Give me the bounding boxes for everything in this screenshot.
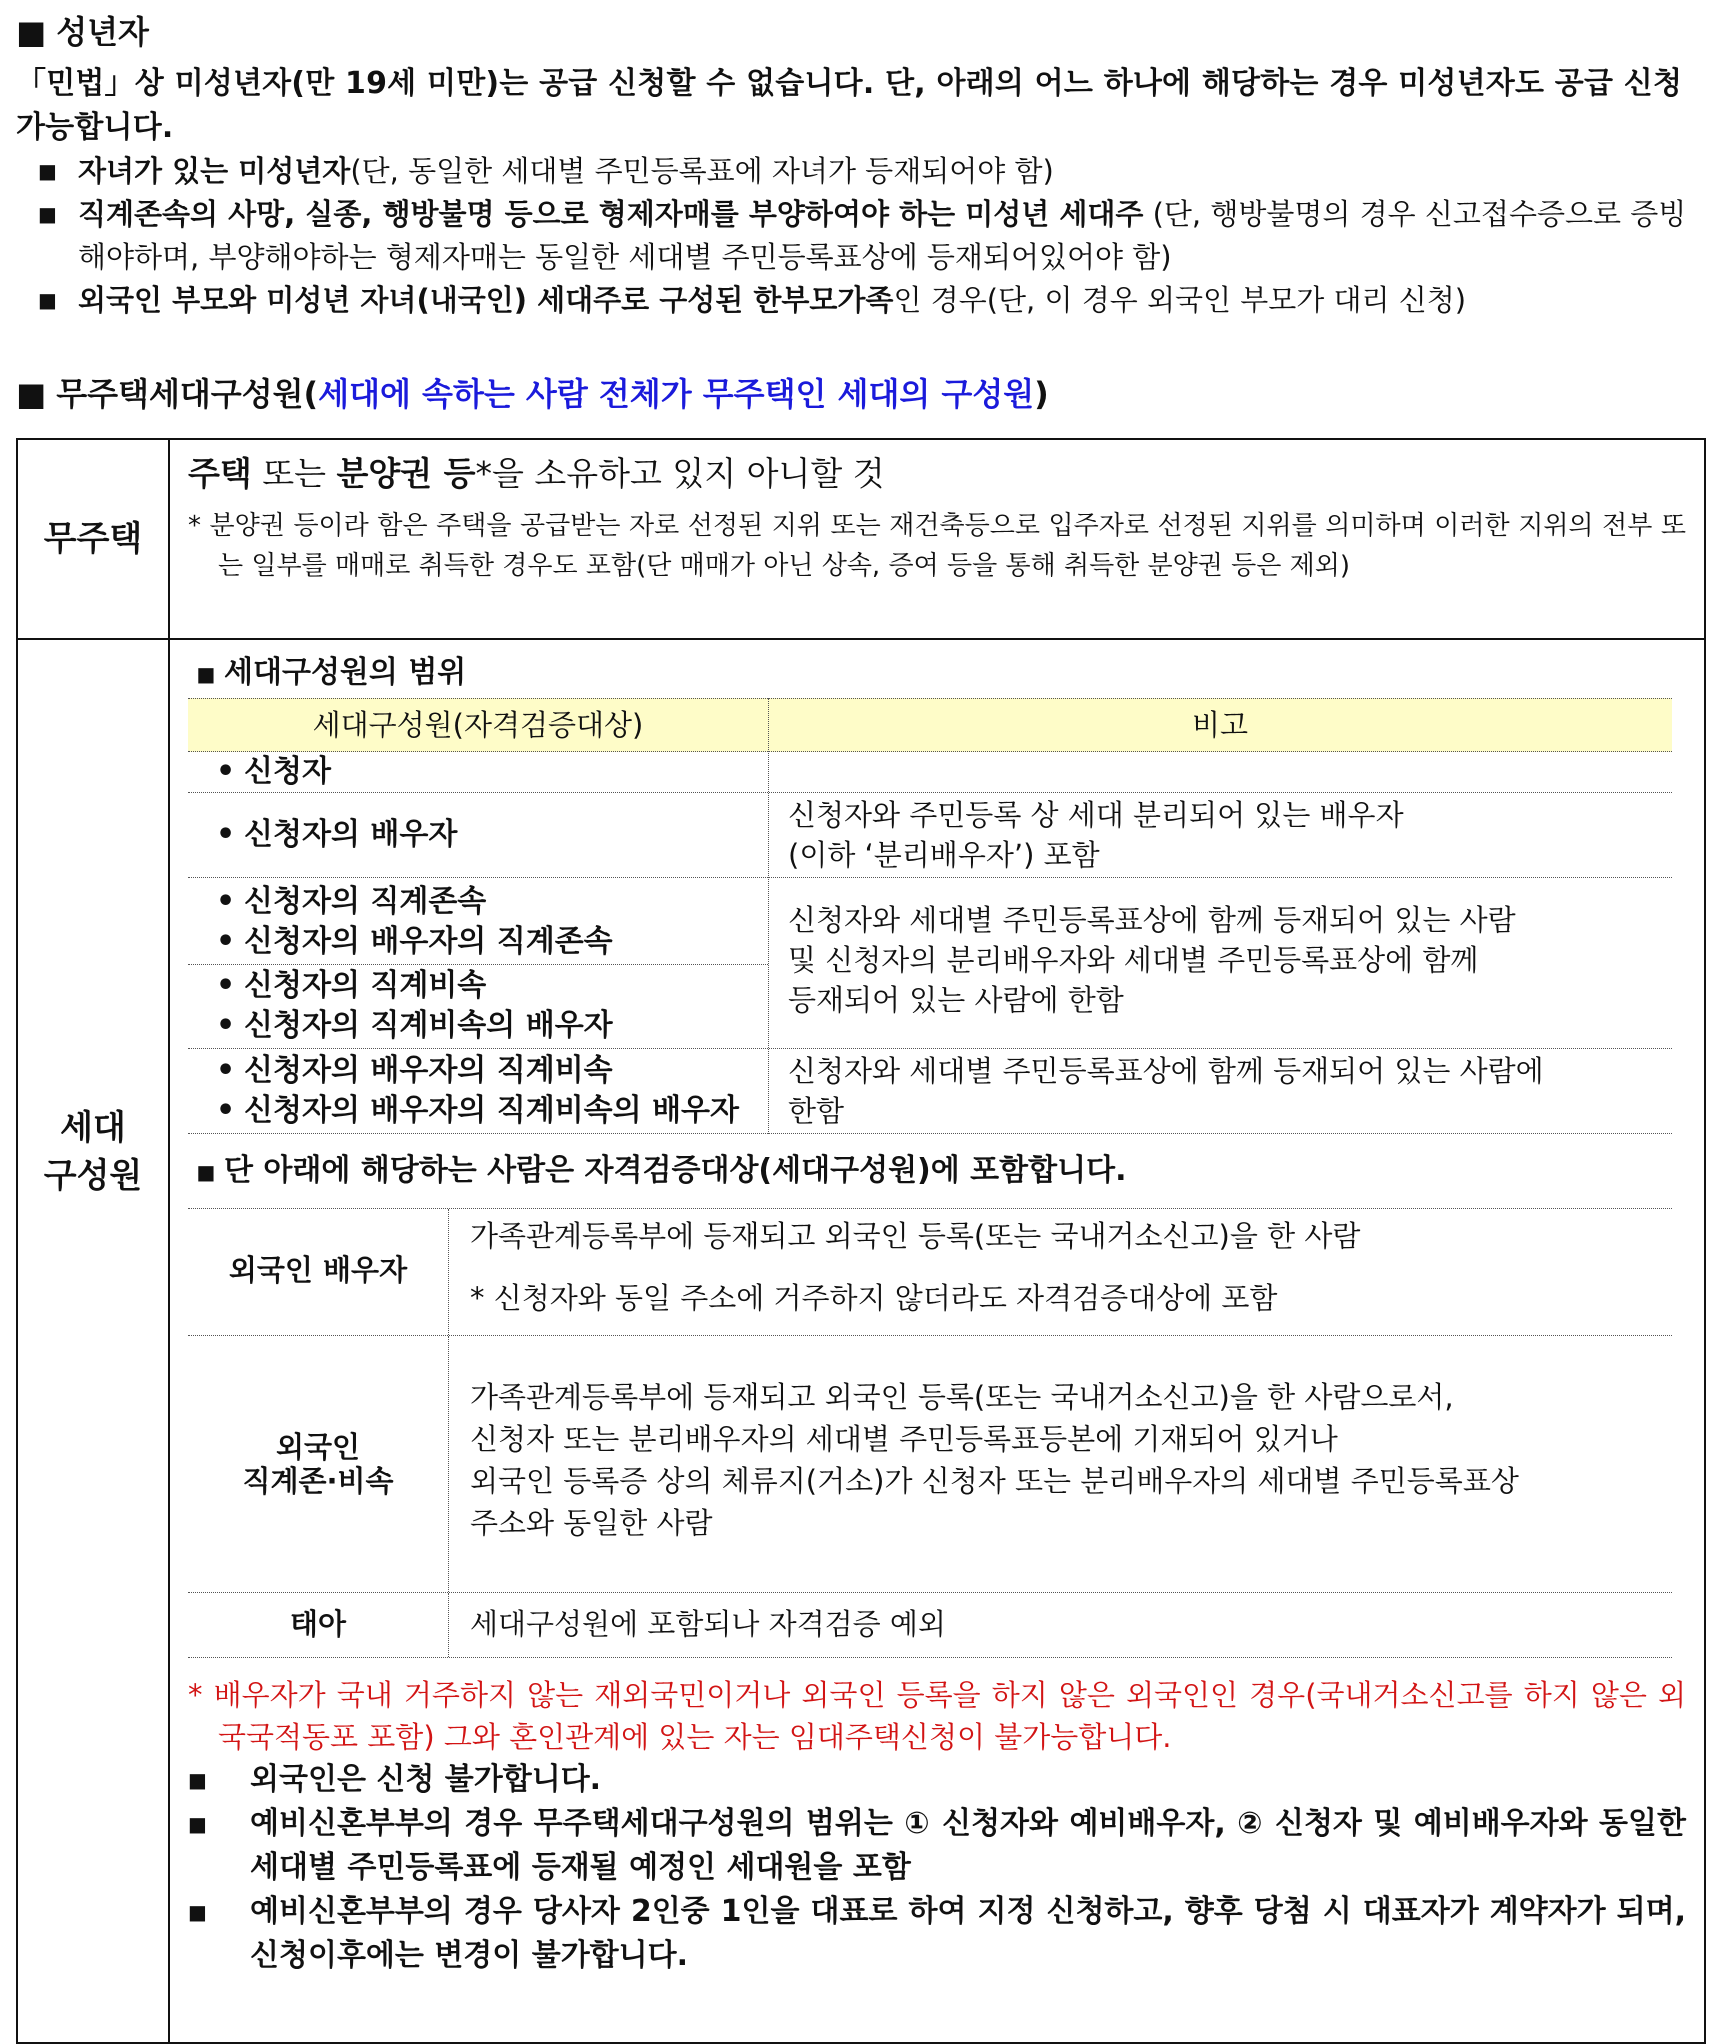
row-label-homeless: 무주택	[43, 519, 143, 559]
adult-intro-text: 「민법」상 미성년자(만 19세 미만)는 공급 신청할 수 없습니다. 단, 아래의 어느 하나에 해당하는 경우 미성년자도 공급 신청 가능합니다.	[16, 66, 1683, 145]
overseas-spouse-warning: * 배우자가 국내 거주하지 않는 재외국민이거나 외국인 등록을 하지 않은 외국인인 경우(국내거소신고를 하지 않은 외국국적동포 포함) 그와 혼인관계에 있는 자는 임대주택신청이 불가능합니다.	[188, 1678, 1686, 1754]
list-item: ■ 외국인 부모와 미성년 자녀(내국인) 세대주로 구성된 한부모가족인 경우(단, 이 경우 외국인 부모가 대리 신청)	[16, 279, 1706, 322]
presale-right-note: * 분양권 등이라 함은 주택을 공급받는 자로 선정된 지위 또는 재건축등으로 입주자로 선정된 지위를 의미하며 이러한 지위의 전부 또는 일부를 매매로 취득한 경우도 포함(단 매매가 아닌 상속, 증여 등을 통해 취득한 분양권 등은 제외)	[188, 511, 1686, 581]
square-bullet-icon: ■	[196, 1159, 216, 1184]
household-member-content	[188, 650, 1686, 1978]
table-row: • 신청자의 직계존속 • 신청자의 배우자의 직계존속 • 신청자의 직계비속 • 신청자의 직계비속의 배우자 신청자와 세대별 주민등록표상에 함께 등재되어 있는 사람 및 신청자의 분리배우자와 세대별 주민등록표상에 함께 등재되어 있는 사람에 한함	[188, 878, 1672, 1049]
list-item: ■ 외국인은 신청 불가합니다.	[188, 1758, 1686, 1802]
homeless-condition: 주택 또는 분양권 등*을 소유하고 있지 아니할 것	[188, 454, 885, 493]
footnotes	[188, 1674, 1686, 1978]
table-row: • 신청자의 배우자 신청자와 주민등록 상 세대 분리되어 있는 배우자 (이하 ‘분리배우자’) 포함	[188, 793, 1672, 878]
document-page	[16, 8, 1706, 1973]
square-bullet-icon: ■	[16, 13, 47, 51]
list-item: ■ 자녀가 있는 미성년자(단, 동일한 세대별 주민등록표에 자녀가 등재되어야 함)	[16, 150, 1706, 193]
square-bullet-icon: ■	[188, 1812, 207, 1836]
include-heading: ■ 단 아래에 해당하는 사람은 자격검증대상(세대구성원)에 포함합니다.	[188, 1148, 1686, 1194]
table-row: • 신청자의 배우자의 직계비속 • 신청자의 배우자의 직계비속의 배우자 신청자와 세대별 주민등록표상에 함께 등재되어 있는 사람에 한함	[188, 1049, 1672, 1134]
list-item: ■ 예비신혼부부의 경우 당사자 2인중 1인을 대표로 하여 지정 신청하고, 향후 당첨 시 대표자가 계약자가 되며, 신청이후에는 변경이 불가합니다.	[188, 1890, 1686, 1978]
square-bullet-icon: ■	[196, 661, 216, 686]
table-row: 외국인 배우자 가족관계등록부에 등재되고 외국인 등록(또는 국내거소신고)을 한 사람 * 신청자와 동일 주소에 거주하지 않더라도 자격검증대상에 포함	[188, 1209, 1672, 1336]
table-row: 외국인 직계존·비속 가족관계등록부에 등재되고 외국인 등록(또는 국내거소신고)을 한 사람으로서, 신청자 또는 분리배우자의 세대별 주민등록표등본에 기재되어 있거나 외국인 등록증 상의 체류지(거소)가 신청자 또는 분리배우자의 세대별 주민등록표상 주소와 동일한 사람	[188, 1336, 1672, 1593]
table-row: • 신청자	[188, 752, 1672, 793]
square-bullet-icon: ■	[188, 1768, 207, 1792]
section-heading-adult: ■ 성년자	[16, 8, 1706, 56]
square-bullet-icon: ■	[16, 375, 47, 413]
table-row: 태아 세대구성원에 포함되나 자격검증 예외	[188, 1593, 1672, 1658]
adult-exception-list	[16, 150, 1706, 322]
list-item: ■ 예비신혼부부의 경우 무주택세대구성원의 범위는 ① 신청자와 예비배우자, ② 신청자 및 예비배우자와 동일한 세대별 주민등록표에 등재될 예정인 세대원을 포함	[188, 1802, 1686, 1890]
list-item: ■ 직계존속의 사망, 실종, 행방불명 등으로 형제자매를 부양하여야 하는 미성년 세대주 (단, 행방불명의 경우 신고접수증으로 증빙해야하며, 부양해야하는 형제자매는 동일한 세대별 주민등록표상에 등재되어있어야 함)	[16, 193, 1706, 279]
square-bullet-icon: ■	[38, 159, 57, 183]
square-bullet-icon: ■	[38, 202, 57, 226]
square-bullet-icon: ■	[38, 288, 57, 312]
section-heading-homeless-household: ■ 무주택세대구성원(세대에 속하는 사람 전체가 무주택인 세대의 구성원)	[16, 370, 1049, 418]
scope-heading: ■ 세대구성원의 범위	[188, 650, 1686, 696]
column-header-member: 세대구성원(자격검증대상)	[312, 708, 644, 742]
homeless-criteria-table	[16, 438, 1706, 2044]
row-label-household-member: 세대 구성원	[43, 1108, 143, 1196]
column-header-remark: 비고	[1191, 708, 1249, 742]
square-bullet-icon: ■	[188, 1900, 207, 1924]
member-scope-table	[188, 698, 1672, 1134]
included-members-table	[188, 1208, 1672, 1658]
homeless-content	[188, 452, 1686, 586]
table-header	[188, 698, 1672, 752]
